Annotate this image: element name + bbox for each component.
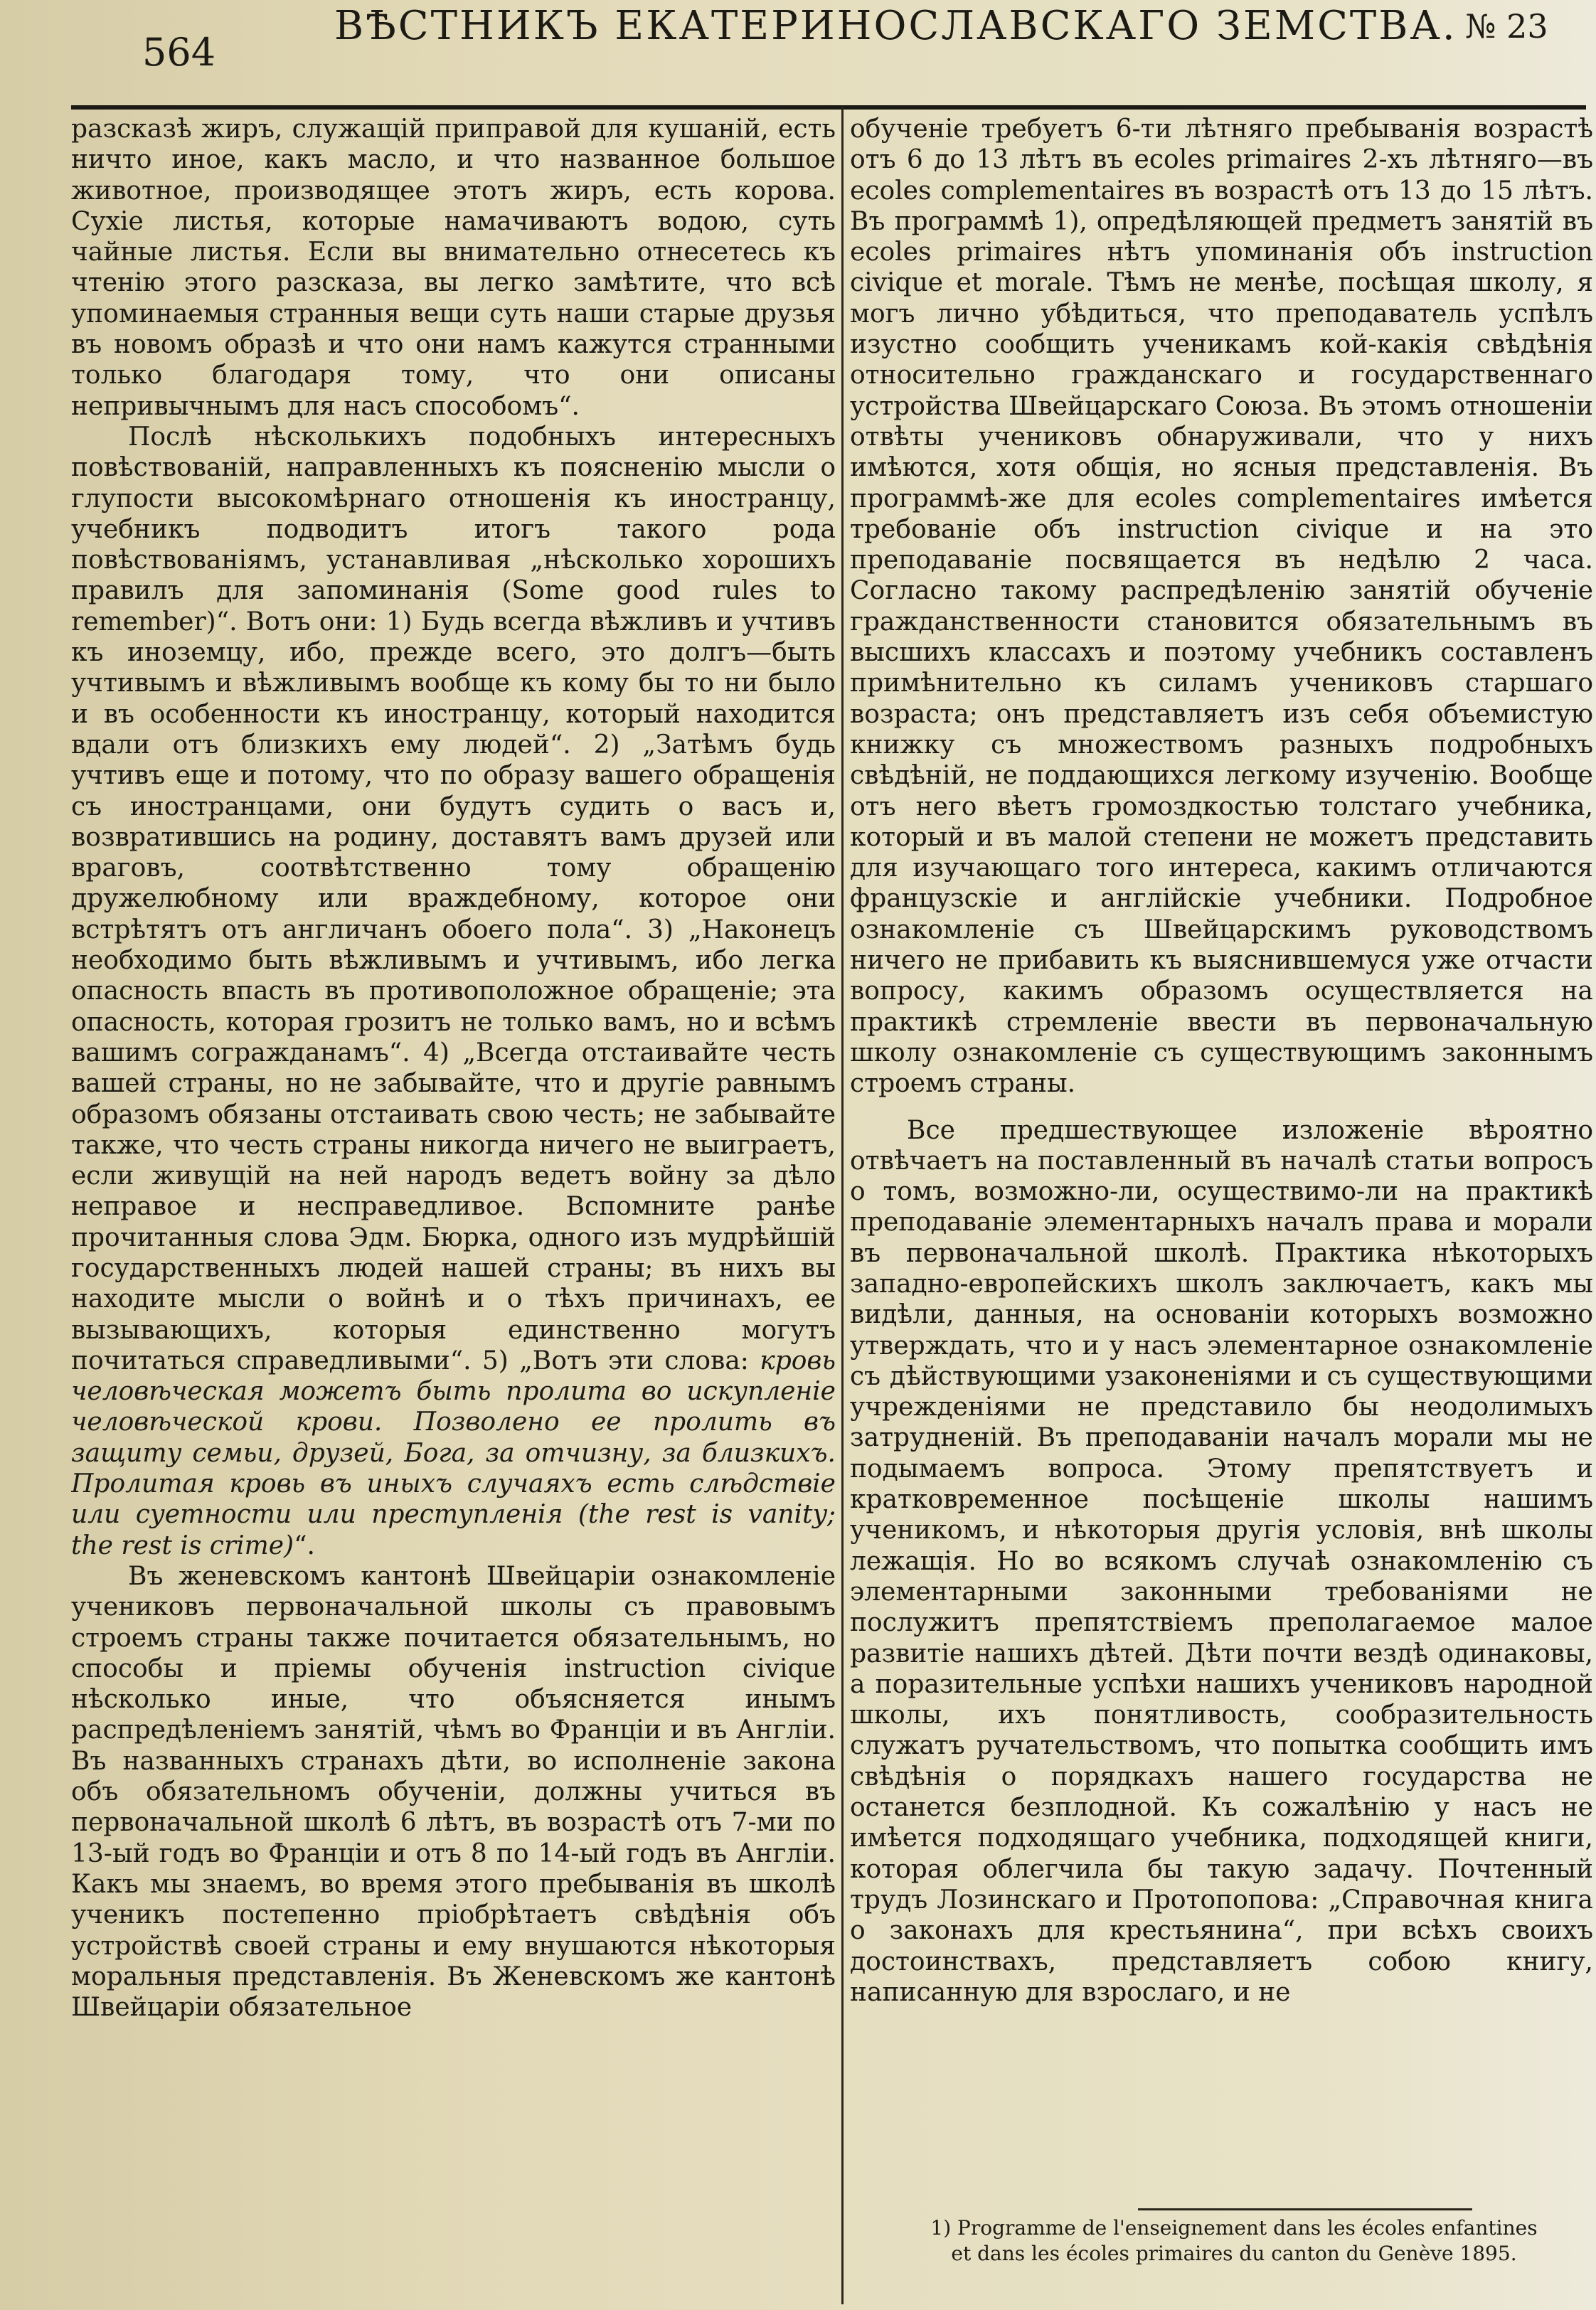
left-paragraph-2 (71, 422, 836, 1561)
footnote-line-2: et dans les écoles primaires du canton du Genève 1895. (951, 2242, 1517, 2265)
footnote (875, 2215, 1593, 2267)
page-header (0, 0, 1596, 107)
footnote-rule (1138, 2208, 1472, 2210)
left-paragraph-2-end: “. (294, 1531, 315, 1560)
journal-title: ВѢСТНИКЪ ЕКАТЕРИНОСЛАВСКАГО ЗЕМСТВА. (334, 3, 1457, 49)
column-divider (841, 107, 844, 2304)
page-number: 564 (142, 30, 216, 75)
right-paragraph-1: обученіе требуетъ 6-ти лѣтняго пребыванія возрастѣ отъ 6 до 13 лѣтъ въ ecoles primaires 2-хъ лѣтняго—въ ecoles complementaires въ возрастѣ отъ 13 до 15 лѣтъ. Въ программѣ 1), опредѣляющей предметъ занятій въ ecoles primaires нѣтъ упоминанія объ instruction civique et morale. Тѣмъ не менѣе, посѣщая школу, я могъ лично убѣдиться, что преподаватель успѣлъ изустно сообщить ученикамъ кой-какія свѣдѣнія относительно гражданскаго и государственнаго устройства Швейцарскаго Союза. Въ этомъ отношеніи отвѣты учениковъ обнаруживали, что у нихъ имѣются, хотя общія, но ясныя представленія. Въ программѣ-же для ecoles complementaires имѣется требованіе объ instruction civique и на это преподаваніе посвящается въ недѣлю 2 часа. Согласно такому распредѣленію занятій обученіе гражданственности становится обязательнымъ въ высшихъ классахъ и поэтому учебникъ составленъ примѣнительно къ силамъ учениковъ старшаго возраста; онъ представляетъ изъ себя объемистую книжку съ множествомъ разныхъ подробныхъ свѣдѣній, не поддающихся легкому изученію. Вообще отъ него вѣетъ громоздкостью толстаго учебника, который и въ малой степени не можетъ представить для изучающаго того интереса, какимъ отличаются французскіе и англійскіе учебники. Подробное ознакомленіе съ Швейцарскимъ руководствомъ ничего не прибавить къ выяснившемуся уже отчасти вопросу, какимъ образомъ осуществляется на практикѣ стремленіе ввести въ первоначальную школу ознакомленіе съ существующимъ законнымъ строемъ страны. (850, 115, 1593, 1099)
right-column (850, 114, 1593, 2212)
footnote-line-1: 1) Programme de l'enseignement dans les écoles enfantines (930, 2216, 1538, 2240)
right-paragraph-2: Все предшествующее изложеніе вѣроятно отвѣчаетъ на поставленный въ началѣ статьи вопросъ о томъ, возможно-ли, осуществимо-ли на практикѣ преподаваніе элементарныхъ началъ права и морали въ первоначальной школѣ. Практика нѣкоторыхъ западно-европейскихъ школъ заключаетъ, какъ мы видѣли, данныя, на основаніи которыхъ возможно утверждать, что и у насъ элементарное ознакомленіе съ дѣйствующими узаконеніями и съ существующими учрежденіями не представило бы неодолимыхъ затрудненій. Въ преподаваніи началъ морали мы не подымаемъ вопроса. Этому препятствуетъ и кратковременное посѣщеніе школы нашимъ ученикомъ, и нѣкоторыя другія условія, внѣ школы лежащія. Но во всякомъ случаѣ ознакомленію съ элементарными законными требованіями не послужитъ препятствіемъ преполагаемое малое развитіе нашихъ дѣтей. Дѣти почти вездѣ одинаковы, а поразительные успѣхи нашихъ учениковъ народной школы, ихъ понятливость, сообразительность служатъ ручательствомъ, что попытка сообщить имъ свѣдѣнія о порядкахъ нашего государства не останется безплодной. Къ сожалѣнію у насъ не имѣется подходящаго учебника, подходящей книги, которая облегчила бы такую задачу. Почтенный трудъ Лозинскаго и Протопопова: „Справочная книга о законахъ для крестьянина“, при всѣхъ своихъ достоинствахъ, представляетъ собою книгу, написанную для взрослаго, и не (850, 1115, 1593, 2007)
left-paragraph-2-quote: кровь человѣческая можетъ быть пролита во искупленіе человѣческой крови. Позволено ее пролить въ защиту семьи, друзей, Бога, за отчизну, за близкихъ. Пролитая кровь въ иныхъ случаяхъ есть слѣдствіе или суетности или преступленія (the rest is vanity; the rest is crime) (71, 1346, 836, 1560)
left-paragraph-1: разсказѣ жиръ, служащій приправой для кушаній, есть ничто иное, какъ масло, и что названное большое животное, производящее этотъ жиръ, есть корова. Сухіе листья, которые намачиваютъ водою, суть чайные листья. Если вы внимательно отнесетесь къ чтенію этого разсказа, вы легко замѣтите, что всѣ упоминаемыя странныя вещи суть наши старые друзья въ новомъ образѣ и что они намъ кажутся странными только благодаря тому, что они описаны непривычнымъ для насъ способомъ“. (71, 115, 836, 421)
left-paragraph-3: Въ женевскомъ кантонѣ Швейцаріи ознакомленіе учениковъ первоначальной школы съ правовымъ строемъ страны также почитается обязательнымъ, но способы и пріемы обученія instruction civique нѣсколько иные, что объясняется инымъ распредѣленіемъ занятій, чѣмъ во Франціи и въ Англіи. Въ названныхъ странахъ дѣти, во исполненіе закона объ обязательномъ обученіи, должны учиться въ первоначальной школѣ 6 лѣтъ, въ возрастѣ отъ 7-ми по 13-ый годъ во Франціи и отъ 8 по 14-ый годъ въ Англіи. Какъ мы знаемъ, во время этого пребыванія въ школѣ ученикъ постепенно пріобрѣтаетъ свѣдѣнія объ устройствѣ своей страны и ему внушаются нѣкоторыя моральныя представленія. Въ Женевскомъ же кантонѣ Швейцаріи обязательное (71, 1561, 836, 2023)
issue-number: № 23 (1465, 7, 1548, 46)
left-paragraph-2-text: Послѣ нѣсколькихъ подобныхъ интересныхъ повѣствованій, направленныхъ къ поясненію мысли о глупости высокомѣрнаго отношенія къ иностранцу, учебникъ подводитъ итогъ такого рода повѣствованіямъ, устанавливая „нѣсколько хорошихъ правилъ для запоминанія (Some good rules to remember)“. Вотъ они: 1) Будь всегда вѣжливъ и учтивъ къ иноземцу, ибо, прежде всего, это долгъ—быть учтивымъ и вѣжливымъ вообще къ кому бы то ни было и въ особенности къ иностранцу, который находится вдали отъ близкихъ ему людей“. 2) „Затѣмъ будь учтивъ еще и потому, что по образу вашего обращенія съ иностранцами, они будутъ судить о васъ и, возвратившись на родину, доставятъ вамъ друзей или враговъ, соотвѣтственно тому обращенію дружелюбному или враждебному, которое они встрѣтятъ отъ англичанъ обоего пола“. 3) „Наконецъ необходимо быть вѣжливымъ и учтивымъ, ибо легка опасность впасть въ противоположное обращеніе; эта опасность, которая грозитъ не только вамъ, но и всѣмъ вашимъ согражданамъ“. 4) „Всегда отстаивайте честь вашей страны, но не забывайте, что и другіе равнымъ образомъ обязаны отстаивать свою честь; не забывайте также, что честь страны никогда ничего не выиграетъ, если живущій на ней народъ ведетъ войну за дѣло неправое и несправедливое. Вспомните ранѣе прочитанныя слова Эдм. Бюрка, одного изъ мудрѣйшій государственныхъ людей нашей страны; въ нихъ вы находите мысли о войнѣ и о тѣхъ причинахъ, ее вызывающихъ, которыя единственно могутъ почитаться справедливыми“. 5) „Вотъ эти слова: (71, 422, 836, 1375)
header-rule (71, 105, 1586, 110)
left-column (71, 114, 836, 2308)
